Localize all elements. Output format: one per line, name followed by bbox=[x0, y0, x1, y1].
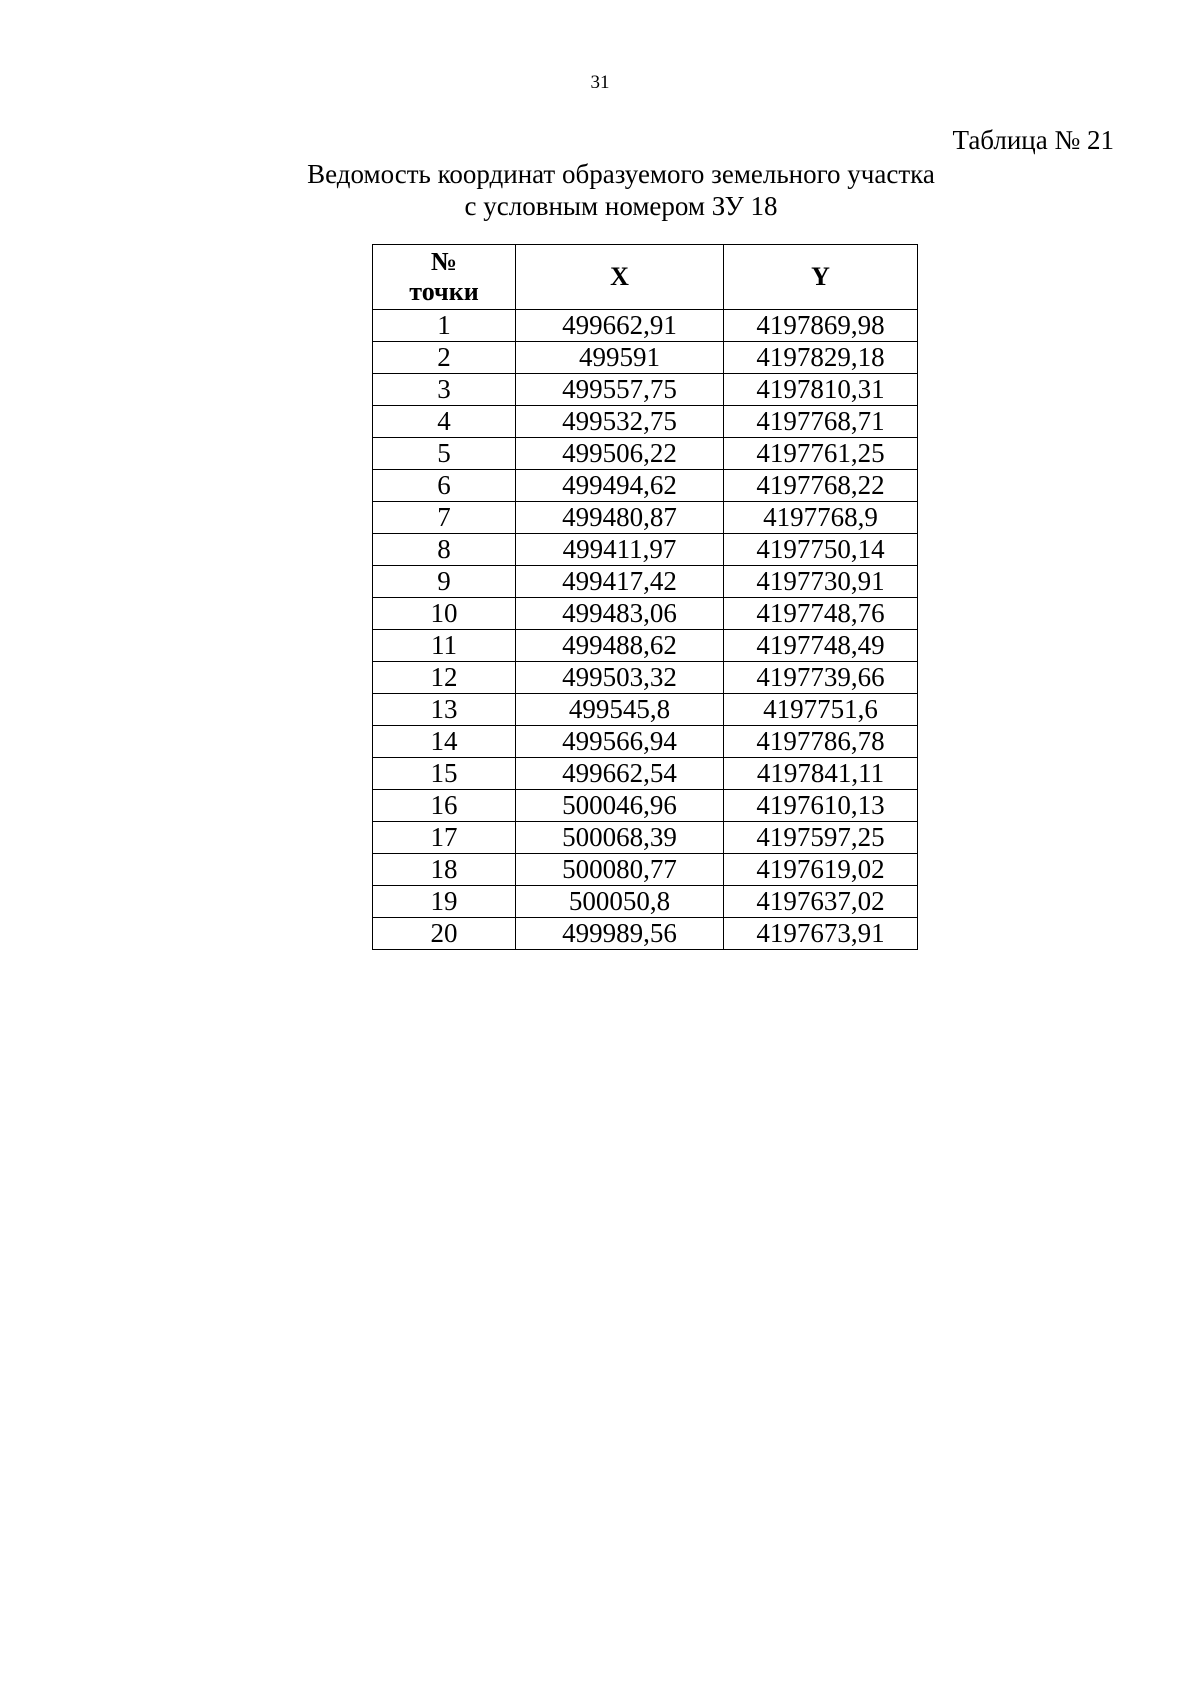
page-number: 31 bbox=[590, 72, 610, 93]
cell-point-number: 19 bbox=[373, 886, 516, 918]
header-point-word: точки bbox=[409, 277, 479, 306]
cell-y: 4197841,11 bbox=[724, 758, 918, 790]
table-row bbox=[373, 342, 918, 374]
cell-point-number: 5 bbox=[373, 438, 516, 470]
cell-x: 499488,62 bbox=[516, 630, 724, 662]
header-point-number bbox=[373, 245, 516, 310]
cell-point-number: 14 bbox=[373, 726, 516, 758]
table-row bbox=[373, 470, 918, 502]
table-row bbox=[373, 758, 918, 790]
cell-x: 499506,22 bbox=[516, 438, 724, 470]
cell-x: 499662,91 bbox=[516, 310, 724, 342]
cell-point-number: 12 bbox=[373, 662, 516, 694]
cell-point-number: 1 bbox=[373, 310, 516, 342]
cell-x: 499989,56 bbox=[516, 918, 724, 950]
table-row bbox=[373, 630, 918, 662]
cell-x: 499417,42 bbox=[516, 566, 724, 598]
cell-y: 4197730,91 bbox=[724, 566, 918, 598]
cell-y: 4197748,76 bbox=[724, 598, 918, 630]
header-number-sign: № bbox=[430, 247, 458, 276]
table-row bbox=[373, 790, 918, 822]
table-label: Таблица № 21 bbox=[952, 125, 1114, 155]
cell-x: 499483,06 bbox=[516, 598, 724, 630]
title-line-2: с условным номером ЗУ 18 bbox=[464, 191, 778, 221]
cell-x: 500068,39 bbox=[516, 822, 724, 854]
table-row bbox=[373, 566, 918, 598]
cell-point-number: 4 bbox=[373, 406, 516, 438]
cell-point-number: 20 bbox=[373, 918, 516, 950]
cell-x: 499480,87 bbox=[516, 502, 724, 534]
header-x: X bbox=[516, 245, 724, 310]
cell-x: 499494,62 bbox=[516, 470, 724, 502]
cell-point-number: 15 bbox=[373, 758, 516, 790]
cell-x: 500080,77 bbox=[516, 854, 724, 886]
cell-point-number: 8 bbox=[373, 534, 516, 566]
table-row bbox=[373, 886, 918, 918]
cell-y: 4197751,6 bbox=[724, 694, 918, 726]
cell-y: 4197768,71 bbox=[724, 406, 918, 438]
table-row bbox=[373, 534, 918, 566]
cell-y: 4197748,49 bbox=[724, 630, 918, 662]
document-title bbox=[0, 158, 1200, 222]
cell-point-number: 16 bbox=[373, 790, 516, 822]
cell-x: 499591 bbox=[516, 342, 724, 374]
table-body bbox=[373, 310, 918, 950]
cell-point-number: 3 bbox=[373, 374, 516, 406]
table-row bbox=[373, 374, 918, 406]
table-row bbox=[373, 598, 918, 630]
cell-y: 4197829,18 bbox=[724, 342, 918, 374]
table-header-row bbox=[373, 245, 918, 310]
table-row bbox=[373, 726, 918, 758]
cell-y: 4197619,02 bbox=[724, 854, 918, 886]
cell-y: 4197869,98 bbox=[724, 310, 918, 342]
cell-y: 4197637,02 bbox=[724, 886, 918, 918]
cell-x: 499532,75 bbox=[516, 406, 724, 438]
cell-y: 4197597,25 bbox=[724, 822, 918, 854]
table-row bbox=[373, 822, 918, 854]
cell-point-number: 6 bbox=[373, 470, 516, 502]
cell-y: 4197768,9 bbox=[724, 502, 918, 534]
cell-x: 499411,97 bbox=[516, 534, 724, 566]
cell-x: 500050,8 bbox=[516, 886, 724, 918]
cell-x: 499557,75 bbox=[516, 374, 724, 406]
cell-point-number: 10 bbox=[373, 598, 516, 630]
cell-point-number: 13 bbox=[373, 694, 516, 726]
cell-point-number: 18 bbox=[373, 854, 516, 886]
cell-x: 499566,94 bbox=[516, 726, 724, 758]
cell-y: 4197768,22 bbox=[724, 470, 918, 502]
cell-y: 4197610,13 bbox=[724, 790, 918, 822]
cell-point-number: 9 bbox=[373, 566, 516, 598]
cell-x: 499662,54 bbox=[516, 758, 724, 790]
cell-x: 499545,8 bbox=[516, 694, 724, 726]
table-row bbox=[373, 406, 918, 438]
table-row bbox=[373, 694, 918, 726]
cell-x: 499503,32 bbox=[516, 662, 724, 694]
cell-x: 500046,96 bbox=[516, 790, 724, 822]
cell-y: 4197750,14 bbox=[724, 534, 918, 566]
table-row bbox=[373, 854, 918, 886]
title-line-1: Ведомость координат образуемого земельного участка bbox=[307, 159, 935, 189]
cell-y: 4197786,78 bbox=[724, 726, 918, 758]
table-row bbox=[373, 310, 918, 342]
cell-point-number: 11 bbox=[373, 630, 516, 662]
cell-y: 4197761,25 bbox=[724, 438, 918, 470]
cell-y: 4197673,91 bbox=[724, 918, 918, 950]
coordinates-table bbox=[372, 244, 918, 950]
table-row bbox=[373, 918, 918, 950]
table-row bbox=[373, 502, 918, 534]
cell-y: 4197810,31 bbox=[724, 374, 918, 406]
cell-point-number: 2 bbox=[373, 342, 516, 374]
table-row bbox=[373, 662, 918, 694]
cell-y: 4197739,66 bbox=[724, 662, 918, 694]
table-row bbox=[373, 438, 918, 470]
cell-point-number: 7 bbox=[373, 502, 516, 534]
header-y: Y bbox=[724, 245, 918, 310]
cell-point-number: 17 bbox=[373, 822, 516, 854]
